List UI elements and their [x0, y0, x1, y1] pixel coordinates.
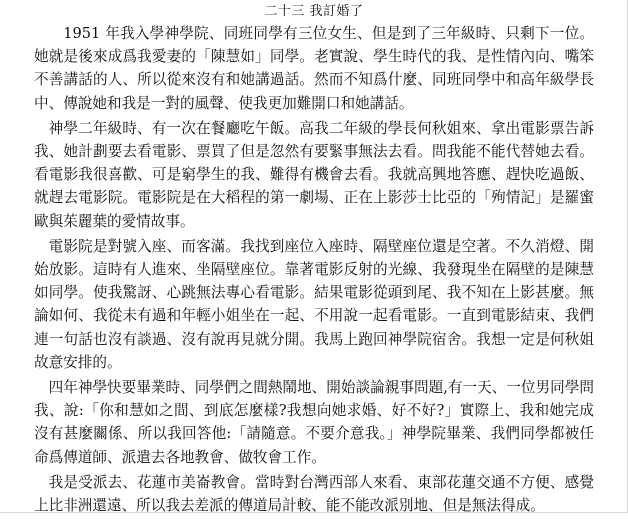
paragraph: 電影院是對號入座、而客滿。我找到座位入座時、隔壁座位還是空著。不久消燈、開始放影。這時有人進來、坐隔壁座位。靠著電影反射的光線、我發現坐在隔壁的是陳慧如同學。使我驚訝、心跳無法專心看電影。結果電影從頭到尾、我不知在上影甚麼。無論如何、我從未有過和年輕小姐坐在一起、不用說一起看電影。一直到電影結束、我們連一句話也沒有談過、沒有說再見就分開。我馬上跑回神學院宿舍。我想一定是何秋姐故意安排的。 [34, 237, 594, 371]
paragraph: 神學二年級時、有一次在餐廳吃午飯。高我二年級的學長何秋姐來、拿出電影票告訴我、她計劃要去看電影、票買了但是忽然有要緊事無法去看。問我能不能代替她去看。看電影我很喜歡、可是窮學生的我、難得有機會去看。我就高興地答應、趕快吃過飯、就趕去電影院。電影院是在大稻程的第一劇場、正在上影莎士比亞的「殉情記」是羅蜜歐與茱麗葉的愛情故事。 [34, 119, 594, 230]
chapter-body [34, 22, 594, 519]
chapter-title: 二十三 我訂婚了 [264, 4, 364, 19]
paragraph: 1951 年我入學神學院、同班同學有三位女生、但是到了三年級時、只剩下一位。她就是後來成爲我愛妻的「陳慧如」同學。老實說、學生時代的我、是性情內向、嘴笨不善講話的人、所以從來沒有和她講過話。然而不知爲什麼、同班同學中和高年級學長中、傳說她和我是一對的風聲、使我更加難開口和她講話。 [34, 25, 594, 112]
paragraph: 我是受派去、花蓮市美崙教會。當時對台灣西部人來看、東部花蓮交通不方便、感覺上比非洲還遠、所以我去差派的傳道局計較、能不能改派別地、但是無法得成。 [34, 473, 594, 515]
paragraph: 四年神學快要畢業時、同學們之間熱鬧地、開始談論親事問題,有一天、一位男同學問我、說:「你和慧如之間、到底怎麼樣?我想向她求婚、好不好?」實際上、我和她完成沒有甚麼關係、所以我回答他:「請隨意。不要介意我。」神學院畢業、我們同學都被任命爲傳道師、派遣去各地教會、做牧會工作。 [34, 379, 594, 466]
